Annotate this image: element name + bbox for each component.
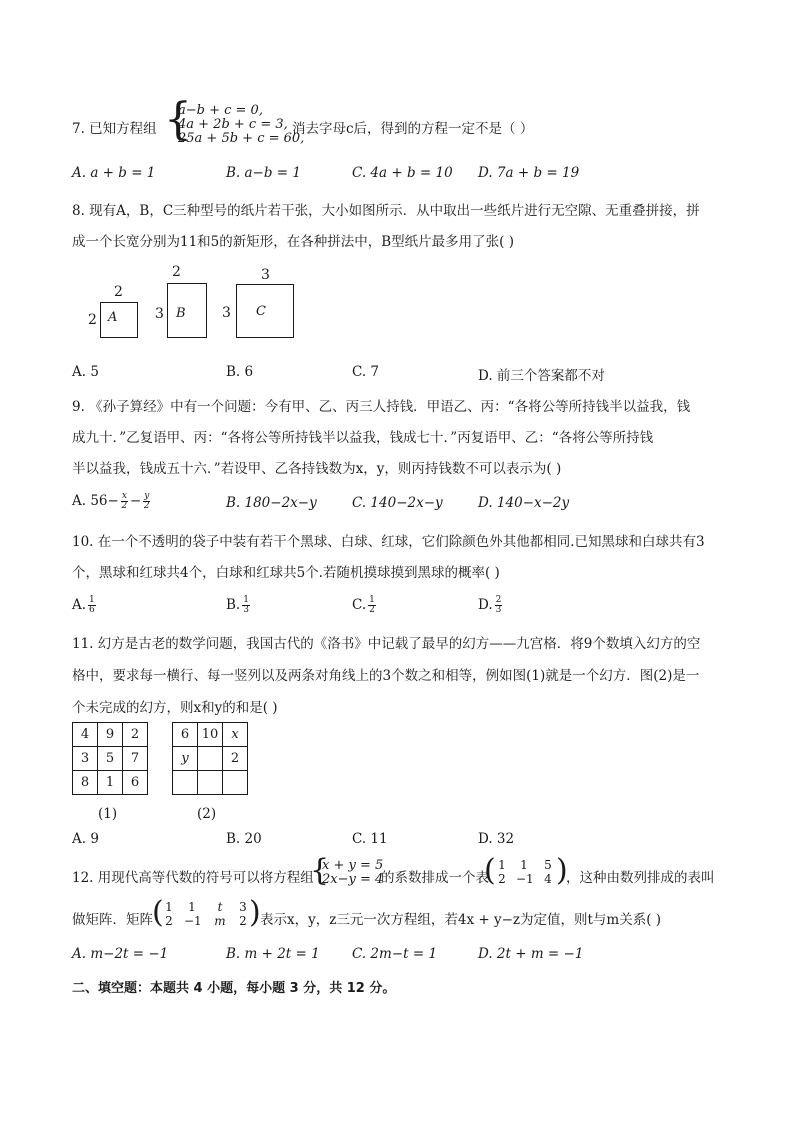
q10-option-a-label: A. bbox=[72, 597, 87, 613]
q7-eq1: a−b + c = 0, bbox=[178, 103, 263, 118]
q7-prefix: 7. 已知方程组 bbox=[72, 121, 157, 137]
q12-brace: { bbox=[310, 853, 330, 888]
q11-line2: 格中，要求每一横行、每一竖列以及两条对角线上的3个数之和相等，例如图(1)就是一个幻方．图(2)是一 bbox=[72, 668, 700, 684]
q11-line3: 个未完成的幻方，则x和y的和是( ) bbox=[72, 700, 278, 716]
q10-option-a-num: 1 bbox=[89, 595, 95, 605]
q12-post2: 表示x，y，z三元一次方程组，若4x + y−z为定值，则t与m关系( ) bbox=[260, 912, 662, 928]
grid1-cell: 6 bbox=[123, 771, 148, 795]
grid2-cell: 6 bbox=[173, 723, 198, 747]
q7-option-c: C. 4a + b = 10 bbox=[352, 165, 453, 181]
q10-option-b-den: 3 bbox=[243, 605, 249, 615]
q9-option-b: B. 180−2x−y bbox=[226, 495, 317, 511]
q12-option-c: C. 2m−t = 1 bbox=[352, 946, 438, 962]
q11-option-d: D. 32 bbox=[478, 831, 515, 847]
grid1-cell: 9 bbox=[98, 723, 123, 747]
q12-matrix2-cell: m bbox=[214, 914, 226, 928]
grid2-cell: 10 bbox=[198, 723, 223, 747]
q10-option-a-den: 6 bbox=[89, 605, 95, 615]
q9-option-a bbox=[72, 492, 152, 511]
grid2-cell: y bbox=[173, 747, 198, 771]
q12-matrix2-cell: 1 bbox=[165, 900, 173, 914]
q8-card-b-label: B bbox=[176, 306, 186, 321]
q7-option-b: B. a−b = 1 bbox=[226, 165, 301, 181]
q12-matrix1-rparen: ) bbox=[556, 853, 568, 888]
q8-a-side-label: 2 bbox=[88, 312, 97, 328]
grid1-cell: 3 bbox=[73, 747, 98, 771]
q12-matrix1-cell: 4 bbox=[544, 872, 552, 886]
q12-matrix1-cell: 1 bbox=[520, 858, 528, 872]
q7-suffix: 消去字母c后，得到的方程一定不是（ ） bbox=[292, 121, 534, 137]
q12-matrix1-lparen: ( bbox=[484, 853, 496, 888]
q10-option-c-label: C. bbox=[352, 597, 367, 613]
q7-brace: { bbox=[164, 94, 192, 145]
q12-mid1: 的系数排成一个表 bbox=[381, 870, 489, 886]
q12-matrix2-cell: 2 bbox=[165, 914, 173, 928]
q8-option-d: D. 前三个答案都不对 bbox=[478, 368, 605, 384]
grid1-cell: 2 bbox=[123, 723, 148, 747]
q8-card-a-label: A bbox=[108, 310, 118, 325]
grid2-cell: 2 bbox=[223, 747, 248, 771]
q9-frac2-den: 2 bbox=[143, 501, 150, 511]
q11-line1: 11. 幻方是古老的数学问题，我国古代的《洛书》中记载了最早的幻方——九宫格．将9个数填入幻方的空 bbox=[72, 636, 701, 652]
q8-card-b bbox=[167, 283, 207, 338]
q12-post1: ，这种由数列排成的表叫 bbox=[566, 870, 715, 886]
grid2-cell bbox=[198, 747, 223, 771]
q9-line3: 半以益我，钱成五十六．”若设甲、乙各持钱数为x，y，则丙持钱数不可以表示为( ) bbox=[72, 461, 562, 477]
q9-option-a-prefix: A. 56− bbox=[72, 493, 119, 509]
q12-matrix2-lparen: ( bbox=[152, 895, 164, 930]
q10-option-b bbox=[226, 596, 252, 615]
q10-option-b-num: 1 bbox=[243, 595, 249, 605]
q12-matrix2-cell: 2 bbox=[239, 914, 247, 928]
q7-eq2: 4a + 2b + c = 3, bbox=[178, 117, 288, 132]
q10-line2: 个，黑球和红球共4个，白球和红球共5个.若随机摸球摸到黑球的概率( ) bbox=[72, 565, 500, 581]
q8-option-a: A. 5 bbox=[72, 364, 99, 380]
grid2-cell: x bbox=[223, 723, 248, 747]
q10-option-c bbox=[352, 596, 378, 615]
q11-magic-square-1 bbox=[72, 722, 148, 795]
q11-caption-1: (1) bbox=[98, 806, 118, 822]
q9-line2: 成九十．”乙复语甲、丙：“各将公等所持钱半以益我，钱成七十．”丙复语甲、乙：“各将公等所持钱 bbox=[72, 430, 654, 446]
q8-option-c: C. 7 bbox=[352, 364, 380, 380]
q8-card-c-label: C bbox=[256, 304, 266, 319]
q8-card-a bbox=[100, 302, 138, 338]
q10-option-c-num: 1 bbox=[369, 595, 375, 605]
q12-matrix2-cell: 1 bbox=[188, 900, 196, 914]
q10-option-d-num: 2 bbox=[495, 595, 502, 605]
q9-frac2-num: y bbox=[144, 491, 150, 501]
q12-sys-eq2: 2x−y = 4 bbox=[322, 872, 384, 887]
q12-matrix2-rparen: ) bbox=[249, 895, 261, 930]
q12-option-a: A. m−2t = −1 bbox=[72, 946, 169, 962]
q9-option-d: D. 140−x−2y bbox=[478, 495, 570, 511]
q8-a-top-label: 2 bbox=[114, 284, 123, 300]
q10-option-b-label: B. bbox=[226, 597, 241, 613]
q11-option-c: C. 11 bbox=[352, 831, 388, 847]
q12-matrix1-cell: 1 bbox=[498, 858, 506, 872]
q10-option-a bbox=[72, 596, 98, 615]
q9-option-a-minus: − bbox=[129, 493, 142, 509]
q10-option-d bbox=[478, 596, 504, 615]
q11-magic-square-2 bbox=[172, 722, 248, 795]
grid1-cell: 4 bbox=[73, 723, 98, 747]
grid1-cell: 1 bbox=[98, 771, 123, 795]
grid1-cell: 7 bbox=[123, 747, 148, 771]
grid1-cell: 5 bbox=[98, 747, 123, 771]
q10-option-d-den: 3 bbox=[495, 605, 502, 615]
q12-matrix1-cell: 2 bbox=[498, 872, 506, 886]
q8-line2: 成一个长宽分别为11和5的新矩形，在各种拼法中，B型纸片最多用了张( ) bbox=[72, 234, 515, 250]
q7-option-a: A. a + b = 1 bbox=[72, 165, 156, 181]
q8-c-top-label: 3 bbox=[261, 267, 270, 283]
q10-line1: 10. 在一个不透明的袋子中装有若干个黑球、白球、红球，它们除颜色外其他都相同.已知黑球和白球共有3 bbox=[72, 534, 705, 550]
q12-matrix1-cell: 5 bbox=[544, 858, 552, 872]
q12-matrix2-cell: t bbox=[217, 900, 223, 914]
q8-b-side-label: 3 bbox=[155, 306, 164, 322]
q8-option-b: B. 6 bbox=[226, 364, 254, 380]
grid1-cell: 8 bbox=[73, 771, 98, 795]
q12-pre2: 做矩阵．矩阵 bbox=[72, 912, 153, 928]
section-2-heading: 二、填空题：本题共 4 小题，每小题 3 分，共 12 分。 bbox=[72, 981, 396, 996]
q8-c-side-label: 3 bbox=[222, 305, 231, 321]
q11-caption-2: (2) bbox=[197, 806, 217, 822]
grid2-cell bbox=[198, 771, 223, 795]
q11-option-a: A. 9 bbox=[72, 831, 99, 847]
q9-frac1-num: x bbox=[121, 491, 127, 501]
q7-eq3: 25a + 5b + c = 60, bbox=[178, 131, 305, 146]
q10-option-d-label: D. bbox=[478, 597, 493, 613]
q11-option-b: B. 20 bbox=[226, 831, 262, 847]
q9-frac1-den: 2 bbox=[121, 501, 128, 511]
q12-option-b: B. m + 2t = 1 bbox=[226, 946, 320, 962]
q8-line1: 8. 现有A，B，C三种型号的纸片若干张，大小如图所示．从中取出一些纸片进行无空隙、无重叠拼接，拼 bbox=[72, 203, 700, 219]
q8-b-top-label: 2 bbox=[172, 264, 181, 280]
q12-sys-eq1: x + y = 5 bbox=[322, 858, 384, 873]
grid2-cell bbox=[223, 771, 248, 795]
q12-matrix2-cell: 3 bbox=[239, 900, 247, 914]
grid2-cell bbox=[173, 771, 198, 795]
q12-matrix1-cell: −1 bbox=[516, 872, 534, 886]
q7-option-d: D. 7a + b = 19 bbox=[478, 165, 580, 181]
q9-line1: 9. 《孙子算经》中有一个问题：今有甲、乙、丙三人持钱．甲语乙、丙：“各将公等所持钱半以益我，钱 bbox=[72, 399, 691, 415]
q9-option-c: C. 140−2x−y bbox=[352, 495, 443, 511]
q12-pre1: 12. 用现代高等代数的符号可以将方程组 bbox=[72, 870, 314, 886]
q10-option-c-den: 2 bbox=[369, 605, 375, 615]
q12-matrix2-cell: −1 bbox=[184, 914, 202, 928]
q12-option-d: D. 2t + m = −1 bbox=[478, 946, 584, 962]
